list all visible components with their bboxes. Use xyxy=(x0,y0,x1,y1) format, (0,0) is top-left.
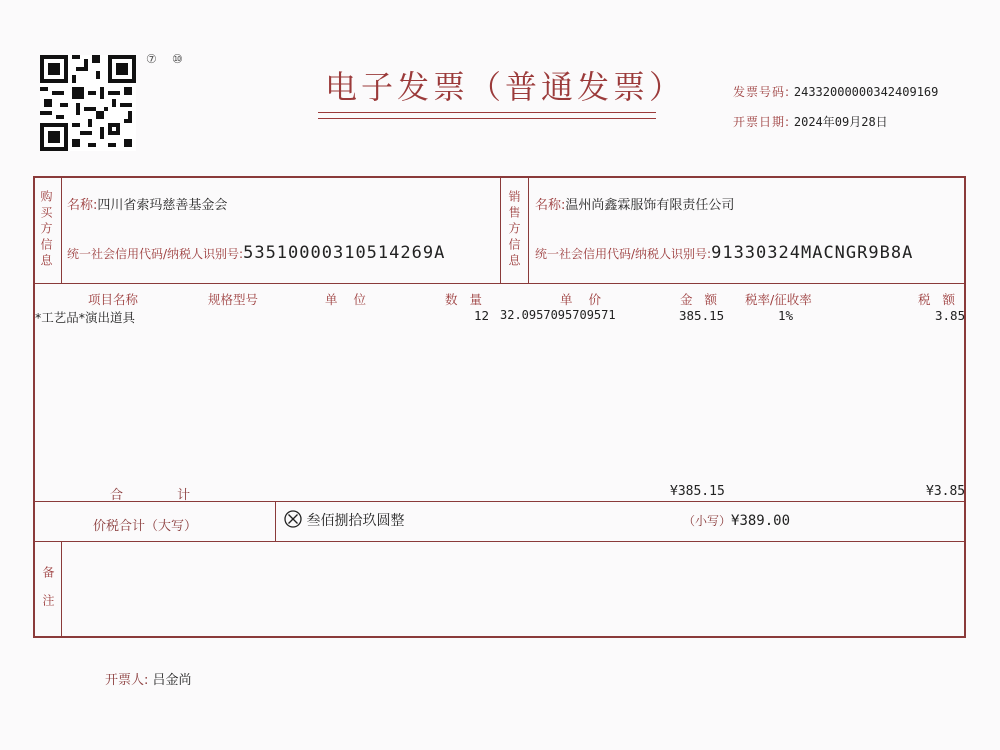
invoice-title: 电子发票（普通发票） xyxy=(325,68,686,106)
issuer-label: 开票人: xyxy=(105,673,149,688)
buyer-tax-label: 统一社会信用代码/纳税人识别号: xyxy=(67,247,244,261)
item-price: 32.0957095709571 xyxy=(500,308,616,322)
grand-total-small-row xyxy=(683,512,790,529)
total-tax: ¥3.85 xyxy=(926,484,966,499)
title-underline xyxy=(318,112,656,113)
party-bottom-line xyxy=(33,283,966,284)
grand-total-small-label: （小写） xyxy=(683,514,732,528)
buyer-tax-id: 53510000310514269A xyxy=(243,243,446,263)
qr-code xyxy=(40,55,136,151)
invoice-date-label: 开票日期: xyxy=(733,115,791,129)
seller-label-divider xyxy=(528,176,529,283)
totals-line xyxy=(33,501,966,502)
item-amount: 385.15 xyxy=(679,308,725,323)
buyer-section-label: 购买方信息 xyxy=(39,190,53,270)
invoice-date: 2024年09月28日 xyxy=(793,115,888,129)
mark-seven: ⑦ xyxy=(146,52,157,66)
invoice-number-row xyxy=(733,83,938,100)
grand-total-small: ¥389.00 xyxy=(731,513,791,529)
remarks-divider xyxy=(61,541,62,638)
cross-circle-icon xyxy=(284,510,302,532)
buyer-label-divider xyxy=(61,176,62,283)
issuer-row xyxy=(105,669,192,688)
invoice-number-label: 发票号码: xyxy=(733,85,791,99)
buyer-tax-row xyxy=(67,243,445,263)
seller-tax-id: 91330324MACNGR9B8A xyxy=(711,243,914,263)
seller-tax-label: 统一社会信用代码/纳税人识别号: xyxy=(535,247,712,261)
grand-total-label: 价税合计（大写） xyxy=(93,519,198,534)
header-tax-rate: 税率/征收率 xyxy=(745,292,812,307)
grand-total-words-row xyxy=(284,510,404,532)
invoice-date-row xyxy=(733,113,888,130)
invoice-number: 24332000000342409169 xyxy=(793,85,939,99)
buyer-name-label: 名称: xyxy=(67,198,98,213)
item-tax: 3.85 xyxy=(935,308,966,323)
header-amount: 金 额 xyxy=(680,292,721,307)
total-amount: ¥385.15 xyxy=(670,484,725,499)
header-item-name: 项目名称 xyxy=(88,292,139,307)
seller-tax-row xyxy=(535,243,913,263)
grand-total-words: 叁佰捌拾玖圆整 xyxy=(306,513,405,529)
buyer-name-row xyxy=(67,194,227,213)
seller-section-label: 销售方信息 xyxy=(507,190,521,270)
grand-total-divider xyxy=(275,501,276,541)
item-qty: 12 xyxy=(474,308,490,323)
issuer-name: 吕金尚 xyxy=(152,673,192,688)
total-label: 合 计 xyxy=(110,488,191,503)
item-name: *工艺品*演出道具 xyxy=(35,310,136,325)
party-divider xyxy=(500,176,501,283)
item-rate: 1% xyxy=(778,308,794,323)
seller-name-row xyxy=(535,194,734,213)
buyer-name: 四川省索玛慈善基金会 xyxy=(97,198,228,213)
header-qty: 数 量 xyxy=(445,292,486,307)
header-tax: 税 额 xyxy=(918,292,959,307)
seller-name-label: 名称: xyxy=(535,198,566,213)
remarks-top-line xyxy=(33,541,966,542)
header-spec: 规格型号 xyxy=(208,292,259,307)
title-underline-2 xyxy=(318,118,656,119)
remarks-label: 备注 xyxy=(41,566,55,622)
mark-ten: ⑩ xyxy=(172,52,183,66)
header-price: 单 价 xyxy=(560,292,607,307)
header-unit: 单 位 xyxy=(325,292,372,307)
seller-name: 温州尚鑫霖服饰有限责任公司 xyxy=(565,198,735,213)
